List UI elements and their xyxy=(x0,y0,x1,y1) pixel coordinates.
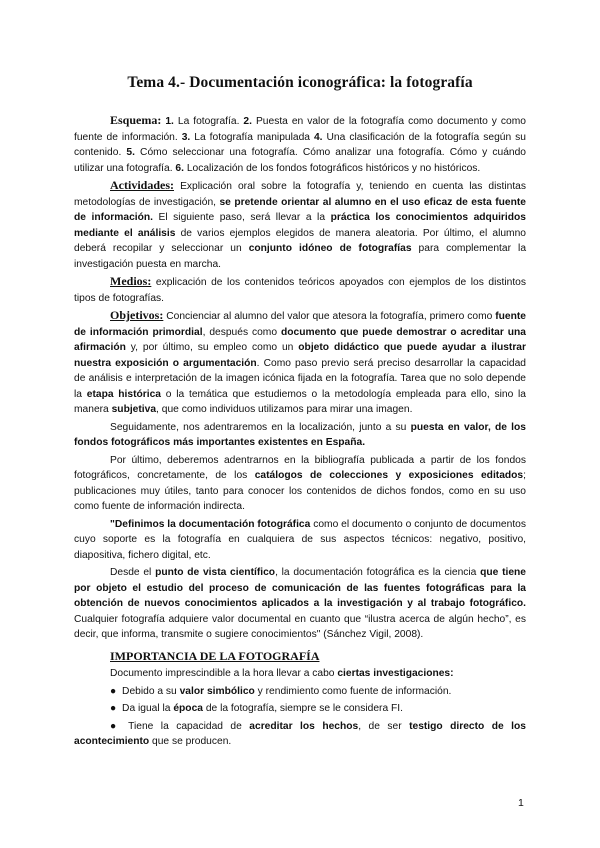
bold-text: época xyxy=(173,703,203,714)
esquema-item: La fotografía manipulada xyxy=(190,131,314,143)
text: Documento imprescindible a la hora llevar a cabo xyxy=(110,668,338,679)
bold-text: puesta en valor, de los fondos fotográficos más importantes existentes en España. xyxy=(74,421,526,448)
bullet-icon: ● xyxy=(110,703,117,714)
medios-label: Medios: xyxy=(110,274,152,288)
text: . Como paso previo será preciso desarrollar la capacidad de análisis e interpretación de la imagen icónica fijada en la fotografía. Tarea que no solo depende la xyxy=(74,357,526,400)
text: , después como xyxy=(202,326,281,338)
text: para complementar la investigación puesta en marcha. xyxy=(74,243,527,270)
text: y rendimiento como fuente de información. xyxy=(254,685,452,697)
text: Tiene la capacidad de xyxy=(120,720,250,732)
text: Seguidamente, nos adentraremos en la localización, junto a su xyxy=(110,421,411,433)
text: ; publicaciones muy útiles, tanto para conocer los contenidos de dichos fondos, como en su uso como fuente de información indirecta. xyxy=(74,470,526,512)
text: Da igual la xyxy=(119,703,174,714)
objetivos-paragraph xyxy=(74,308,526,418)
esquema-item: La fotografía. xyxy=(173,116,244,127)
text: , la documentación fotográfica es la ciencia xyxy=(275,567,481,578)
bold-text: fuente de información primordial xyxy=(74,311,526,338)
document-title: Tema 4.- Documentación iconográfica: la fotografía xyxy=(127,74,473,91)
bold-text: documento que puede demostrar o acreditar una afirmación xyxy=(74,326,526,353)
bullet-icon: ● xyxy=(110,685,117,697)
importancia-heading: IMPORTANCIA DE LA FOTOGRAFÍA xyxy=(110,648,320,663)
text: que se producen. xyxy=(149,736,232,747)
document-body xyxy=(74,113,526,752)
bold-text: etapa histórica xyxy=(86,388,162,400)
bold-text: práctica los conocimientos adquiridos mediante el análisis xyxy=(74,212,526,239)
bold-text: conjunto idóneo de fotografías xyxy=(248,243,412,254)
bullet-item xyxy=(74,701,526,717)
text: de la fotografía, siempre se le considera FI. xyxy=(202,703,403,714)
bold-text: ciertas investigaciones: xyxy=(337,668,454,679)
bullet-item xyxy=(74,684,526,700)
bold-text: punto de vista científico xyxy=(155,567,276,578)
bold-text: "Definimos la documentación fotográfica xyxy=(110,518,311,530)
bold-text: acreditar los hechos xyxy=(249,720,359,732)
esquema-number: 4. xyxy=(313,131,323,143)
esquema-number: 3. xyxy=(181,131,191,143)
medios-paragraph xyxy=(74,274,526,306)
text: , de ser xyxy=(358,720,410,732)
text: Por último, deberemos adentrarnos en la bibliografía publicada a partir de los fondos fotográficos, concretamente, de los xyxy=(74,454,526,481)
bold-text: que tiene por objeto el estudio del proceso de comunicación de las fuentes fotográficas para la obtención de nuevos conocimientos aplicados a la investigación y al trabajo fotográfico. xyxy=(74,567,526,609)
esquema-number: 6. xyxy=(175,162,184,174)
text: El siguiente paso, será llevar a la xyxy=(153,212,331,223)
text: explicación de los contenidos teóricos apoyados con ejemplos de los distintos tipos de fotografías. xyxy=(74,277,526,304)
bold-text: catálogos de colecciones y exposiciones editados xyxy=(254,470,524,481)
bold-text: se pretende orientar al alumno en el uso eficaz de esta fuente de información. xyxy=(74,196,527,223)
bold-text: valor simbólico xyxy=(179,685,255,697)
cientifico-paragraph xyxy=(74,565,526,643)
bold-text: testigo directo de los acontecimiento xyxy=(74,720,526,747)
definimos-paragraph xyxy=(74,517,526,564)
text: de varios ejemplos elegidos de manera aleatoria. Por último, el alumno deberá recopilar y seleccionar un xyxy=(74,227,526,254)
text: , que como individuos utilizamos para mirar una imagen. xyxy=(156,404,413,415)
text: Explicación oral sobre la fotografía y, teniendo en cuenta las distintas metodologías de investigación, xyxy=(74,181,526,208)
importancia-intro xyxy=(74,666,526,682)
text: como el documento o conjunto de documentos cuyo soporte es la fotografía en cualquiera de sus aspectos técnicos: negativo, positivo, diapositiva, fichero digital, etc. xyxy=(74,518,526,561)
text: Debido a su xyxy=(119,685,180,697)
bibliografia-paragraph xyxy=(74,453,526,515)
esquema-number: 1. xyxy=(165,116,174,127)
text: o la temática que estudiemos o la metodología empleada para ello, sino la manera xyxy=(74,388,527,415)
esquema-number: 5. xyxy=(126,147,135,158)
esquema-number: 2. xyxy=(243,116,252,127)
bullet-icon: ● xyxy=(110,720,121,732)
text: Cualquier fotografía adquiere valor documental en cuanto que “ilustra acerca de algún hecho”, es decir, que informa, transmite o sugiere conocimientos" (Sánchez Vigil, 2008). xyxy=(74,613,526,640)
bullet-item xyxy=(74,719,526,750)
esquema-paragraph xyxy=(74,113,526,176)
text: Concienciar al alumno del valor que atesora la fotografía, primero como xyxy=(163,311,496,322)
objetivos-label: Objetivos: xyxy=(110,308,164,322)
esquema-item: Localización de los fondos fotográficos históricos y no históricos. xyxy=(183,162,481,174)
esquema-item: Una clasificación de la fotografía según su contenido. xyxy=(74,131,526,158)
actividades-label: Actividades: xyxy=(110,178,174,192)
esquema-item: Puesta en valor de la fotografía como documento y como fuente de información. xyxy=(74,116,526,143)
text: y, por último, su empleo como un xyxy=(125,342,299,353)
actividades-paragraph xyxy=(74,178,526,272)
page-number: 1 xyxy=(518,797,524,809)
localizacion-paragraph xyxy=(74,420,526,451)
bold-text: subjetiva xyxy=(111,404,157,415)
esquema-item: Cómo seleccionar una fotografía. Cómo analizar una fotografía. Cómo y cuándo utilizar una fotografía. xyxy=(74,147,527,174)
esquema-label: Esquema: xyxy=(110,113,162,127)
text: Desde el xyxy=(110,567,156,578)
bold-text: objeto didáctico que puede ayudar a ilustrar nuestra exposición o argumentación xyxy=(74,342,526,369)
